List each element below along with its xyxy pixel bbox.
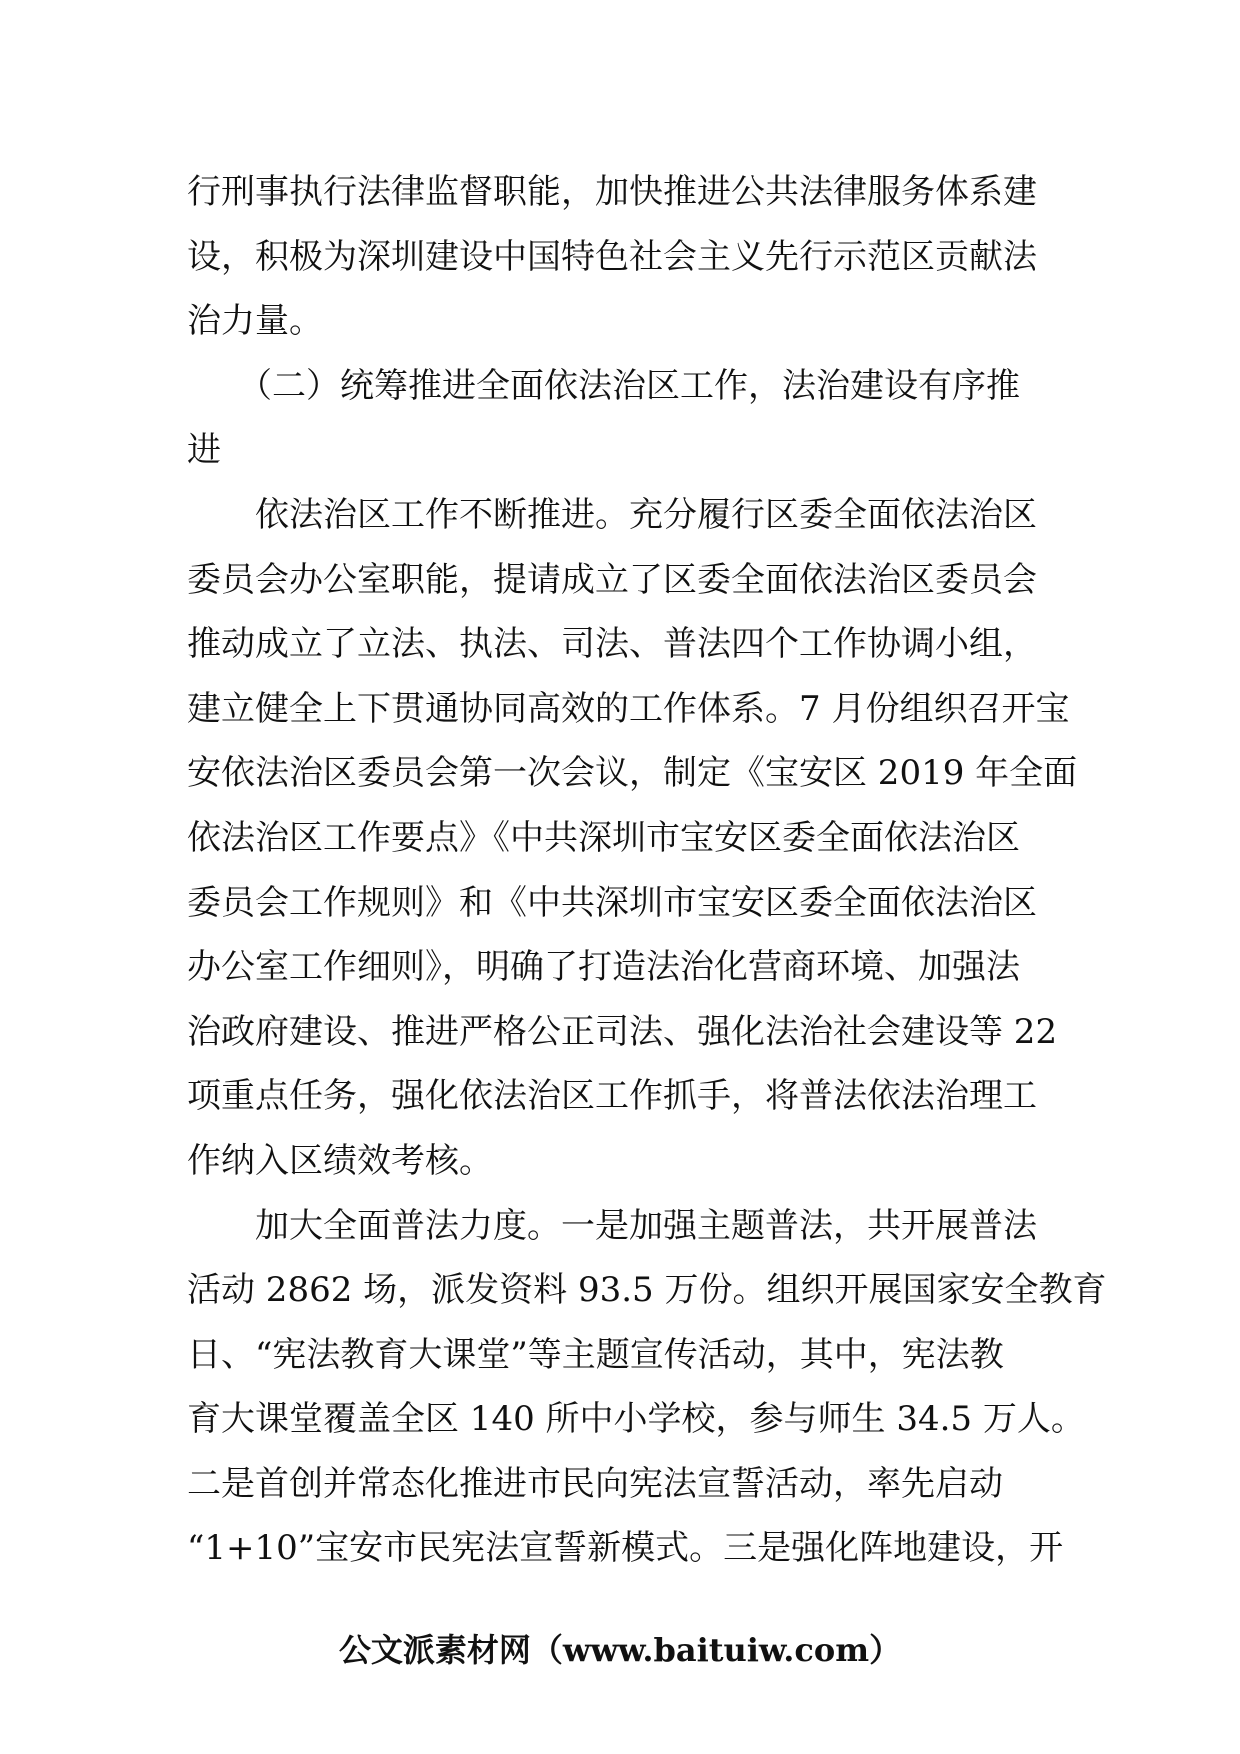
footer-watermark: 公文派素材网（www.baituiw.com）	[338, 1631, 902, 1669]
text-line: 治力量。	[187, 301, 323, 342]
text-line: 日、“宪法教育大课堂”等主题宣传活动，其中，宪法教	[187, 1334, 1004, 1375]
text-line: 加大全面普法力度。一是加强主题普法，共开展普法	[187, 1205, 1037, 1246]
text-line: 治政府建设、推进严格公正司法、强化法治社会建设等 22	[187, 1011, 1058, 1052]
text-line: 安依法治区委员会第一次会议，制定《宝安区 2019 年全面	[187, 753, 1078, 794]
document-body	[187, 160, 1107, 1581]
text-line: 依法治区工作不断推进。充分履行区委全面依法治区	[187, 494, 1037, 535]
text-line: “1+10”宝安市民宪法宣誓新模式。三是强化阵地建设，开	[187, 1528, 1064, 1569]
text-line: 二是首创并常态化推进市民向宪法宣誓活动，率先启动	[187, 1463, 1003, 1504]
text-line: 作纳入区绩效考核。	[187, 1140, 493, 1181]
text-line: 委员会办公室职能，提请成立了区委全面依法治区委员会	[187, 559, 1037, 600]
text-line: 设，积极为深圳建设中国特色社会主义先行示范区贡献法	[187, 236, 1037, 277]
section-heading-line: （二）统筹推进全面依法治区工作，法治建设有序推	[187, 365, 1020, 406]
text-line: 行刑事执行法律监督职能，加快推进公共法律服务体系建	[187, 172, 1037, 212]
text-line: 办公室工作细则》，明确了打造法治化营商环境、加强法	[187, 947, 1020, 988]
section-heading-line: 进	[187, 430, 221, 471]
text-line: 项重点任务，强化依法治区工作抓手，将普法依法治理工	[187, 1076, 1037, 1117]
text-line: 依法治区工作要点》《中共深圳市宝安区委全面依法治区	[187, 817, 1020, 858]
text-line: 活动 2862 场，派发资料 93.5 万份。组织开展国家安全教育	[187, 1270, 1107, 1311]
text-line: 建立健全上下贯通协同高效的工作体系。7 月份组织召开宝	[187, 688, 1070, 729]
text-line: 委员会工作规则》和《中共深圳市宝安区委全面依法治区	[187, 882, 1037, 923]
text-line: 推动成立了立法、执法、司法、普法四个工作协调小组，	[187, 624, 1037, 665]
text-line: 育大课堂覆盖全区 140 所中小学校，参与师生 34.5 万人。	[187, 1399, 1085, 1440]
